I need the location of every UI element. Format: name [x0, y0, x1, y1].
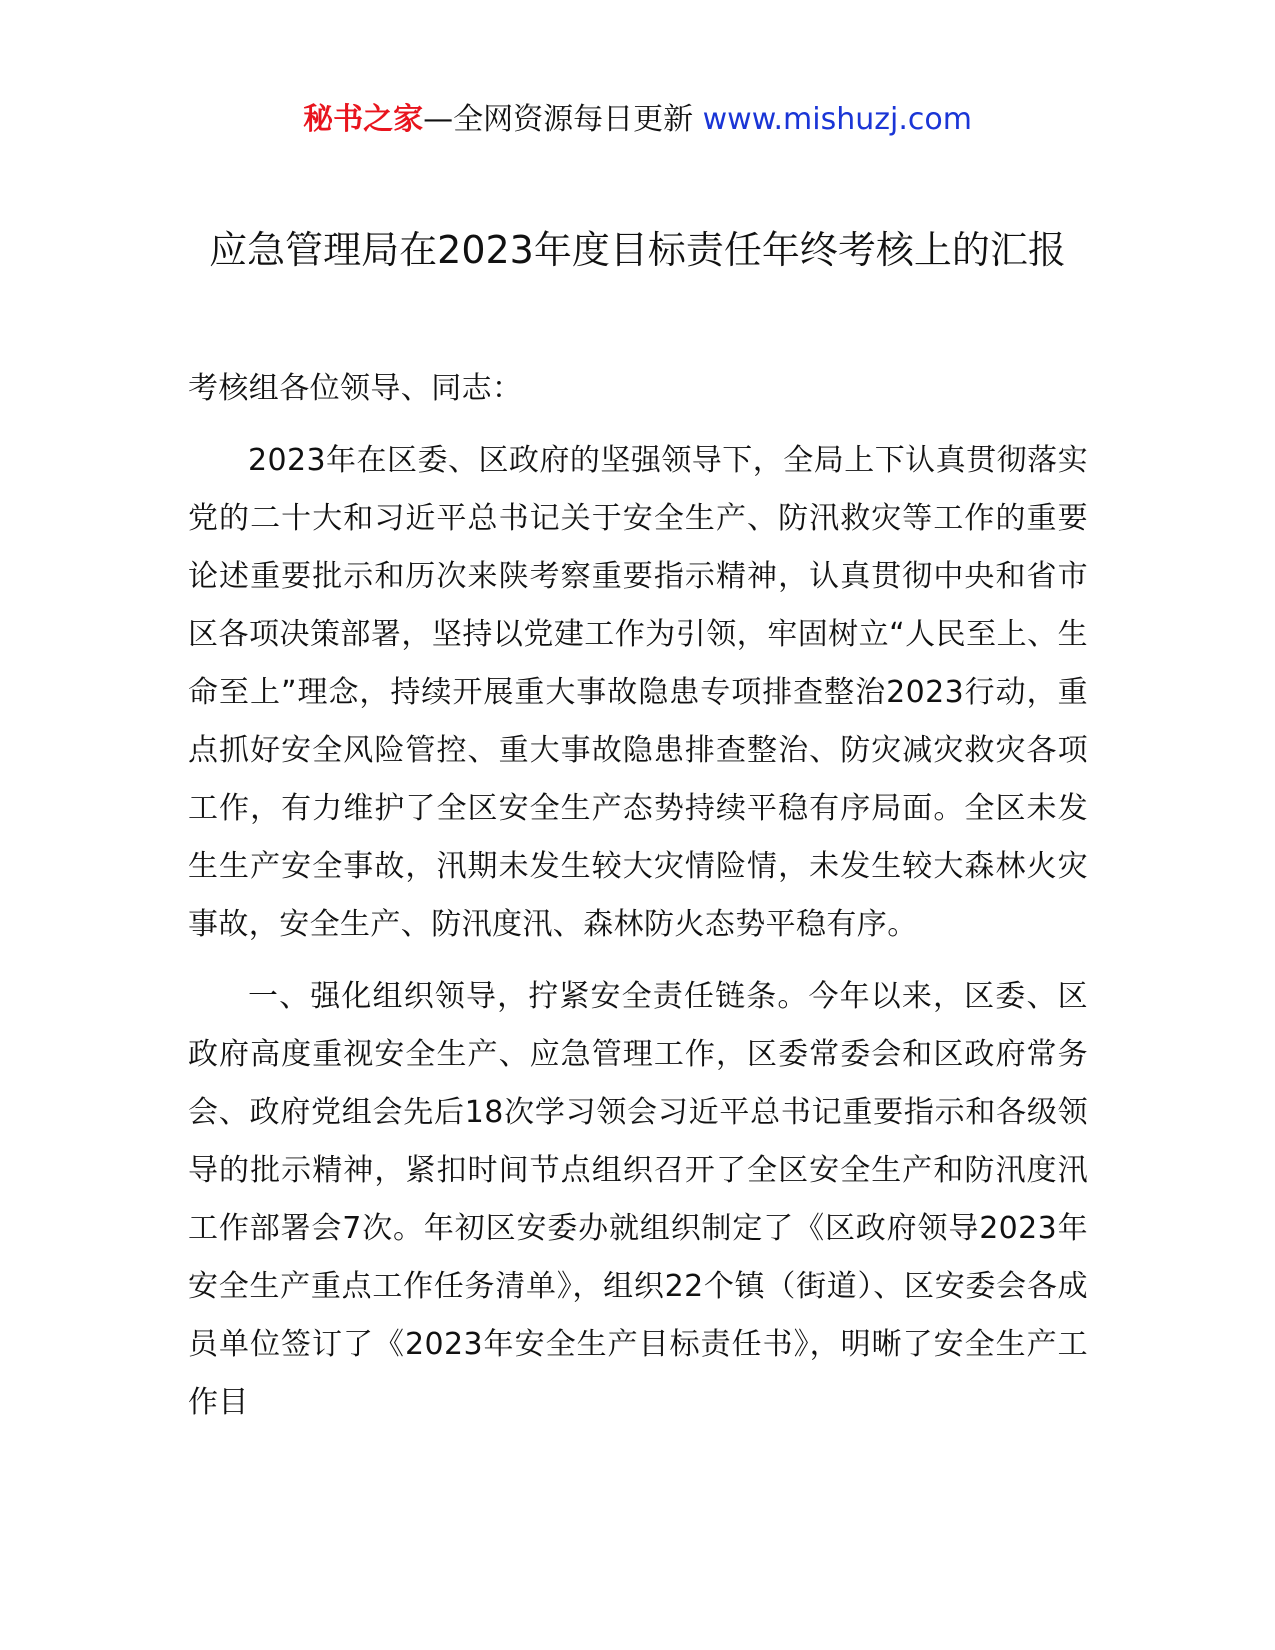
document-title: 应急管理局在2023年度目标责任年终考核上的汇报	[209, 228, 1066, 272]
site-header	[0, 100, 1275, 140]
website-link[interactable]: www.mishuzj.com	[702, 102, 972, 137]
document-body	[188, 360, 1088, 1446]
header-slogan: —全网资源每日更新	[423, 102, 703, 137]
paragraph-intro: 2023年在区委、区政府的坚强领导下，全局上下认真贯彻落实党的二十大和习近平总书记关于安全生产、防汛救灾等工作的重要论述重要批示和历次来陕考察重要指示精神，认真贯彻中央和省市区各项决策部署，坚持以党建工作为引领，牢固树立“人民至上、生命至上”理念，持续开展重大事故隐患专项排查整治2023行动，重点抓好安全风险管控、重大事故隐患排查整治、防灾减灾救灾各项工作，有力维护了全区安全生产态势持续平稳有序局面。全区未发生生产安全事故，汛期未发生较大灾情险情，未发生较大森林火灾事故，安全生产、防汛度汛、森林防火态势平稳有序。	[188, 443, 1088, 942]
salutation: 考核组各位领导、同志：	[188, 371, 523, 406]
paragraph-section-one: 一、强化组织领导，拧紧安全责任链条。今年以来，区委、区政府高度重视安全生产、应急管理工作，区委常委会和区政府常务会、政府党组会先后18次学习领会习近平总书记重要指示和各级领导的批示精神，紧扣时间节点组织召开了全区安全生产和防汛度汛工作部署会7次。年初区安委办就组织制定了《区政府领导2023年安全生产重点工作任务清单》，组织22个镇（街道）、区安委会各成员单位签订了《2023年安全生产目标责任书》，明晰了安全生产工作目	[188, 979, 1088, 1420]
brand-name: 秘书之家	[303, 102, 424, 137]
